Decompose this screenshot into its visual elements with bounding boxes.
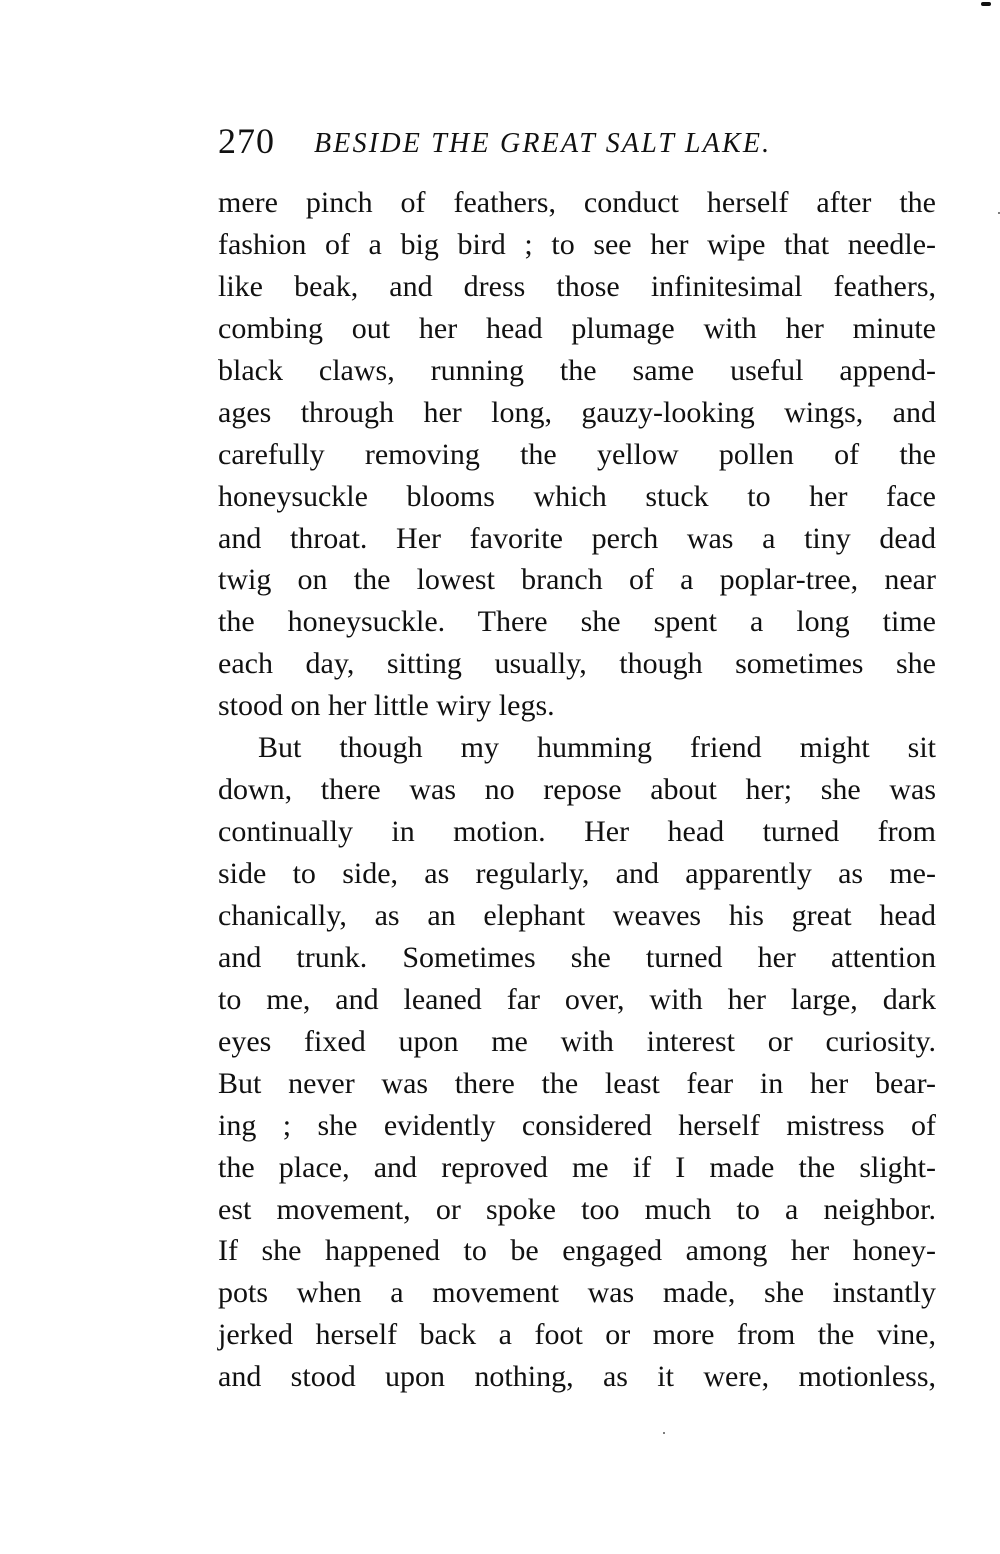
scan-speck [663, 1432, 665, 1434]
text-line: down, there was no repose about her; she was [218, 773, 936, 807]
text-line: honeysuckle blooms which stuck to her face [218, 479, 936, 513]
scan-mark [981, 2, 991, 6]
text-line: twig on the lowest branch of a poplar-tree, near [218, 563, 936, 597]
text-line: pots when a movement was made, she instantly [218, 1276, 936, 1310]
text-line: eyes fixed upon me with interest or curiosity. [218, 1024, 936, 1058]
running-title: BESIDE THE GREAT SALT LAKE. [314, 128, 772, 159]
text-line: But never was there the least fear in her bear- [218, 1066, 936, 1100]
page-header [218, 118, 938, 168]
text-line: black claws, running the same useful append- [218, 353, 936, 387]
text-line: mere pinch of feathers, conduct herself after the [218, 186, 936, 219]
text-line: to me, and leaned far over, with her large, dark [218, 982, 936, 1016]
page-number: 270 [218, 121, 275, 161]
text-line: jerked herself back a foot or more from the vine, [218, 1318, 936, 1352]
text-line: ing ; she evidently considered herself mistress of [218, 1108, 936, 1142]
text-line: each day, sitting usually, though sometimes she [218, 647, 936, 681]
text-line: If she happened to be engaged among her honey- [218, 1234, 936, 1268]
text-line: and throat. Her favorite perch was a tiny dead [218, 521, 936, 555]
text-line: the place, and reproved me if I made the slight- [218, 1150, 936, 1184]
text-line: continually in motion. Her head turned from [218, 815, 936, 849]
text-line: est movement, or spoke too much to a neighbor. [218, 1192, 936, 1226]
text-line: ages through her long, gauzy-looking wings, and [218, 395, 936, 429]
text-line: and stood upon nothing, as it were, motionless, [218, 1360, 936, 1394]
text-line: chanically, as an elephant weaves his great head [218, 898, 936, 932]
paragraph-first-line: But though my humming friend might sit [258, 731, 936, 765]
body-text [218, 182, 936, 1398]
paragraph-last-line: stood on her little wiry legs. [218, 689, 555, 723]
text-line: fashion of a big bird ; to see her wipe that needle- [218, 227, 936, 261]
text-line: the honeysuckle. There she spent a long time [218, 605, 936, 639]
text-line: side to side, as regularly, and apparently as me- [218, 857, 936, 890]
text-line: carefully removing the yellow pollen of the [218, 437, 936, 471]
text-line: like beak, and dress those infinitesimal feathers, [218, 269, 936, 303]
text-line: combing out her head plumage with her minute [218, 311, 936, 345]
text-line: and trunk. Sometimes she turned her attention [218, 940, 936, 974]
